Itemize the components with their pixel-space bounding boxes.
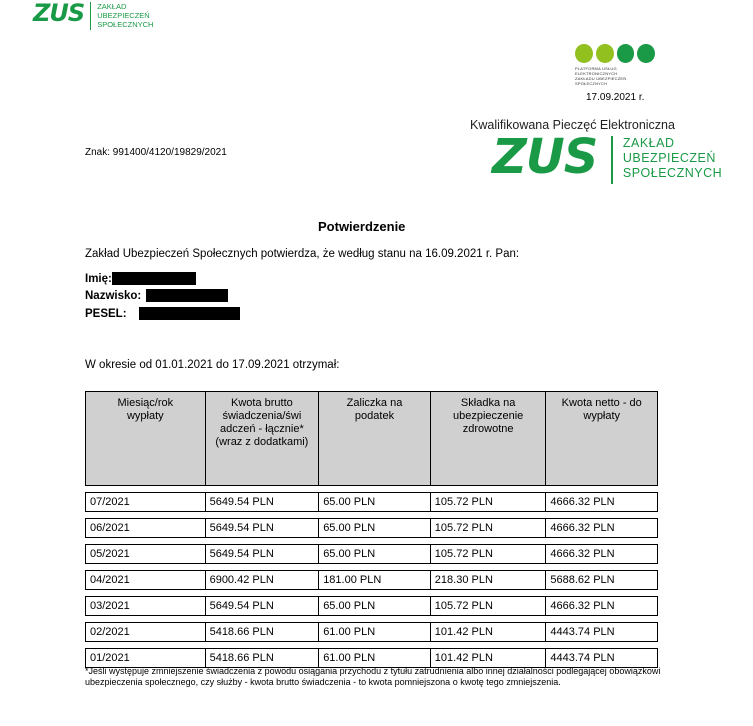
cell-tax: 65.00 PLN [319, 545, 431, 563]
table-row [85, 596, 658, 616]
cell-health: 101.42 PLN [431, 623, 547, 641]
header-gross: Kwota brutto świadczenia/świ adczeń - łącznie* (wraz z dodatkami) [206, 392, 320, 485]
table-row [85, 518, 658, 538]
pesel-label: PESEL: [85, 307, 127, 320]
cell-gross: 5649.54 PLN [206, 519, 320, 537]
cell-net: 5688.62 PLN [550, 574, 615, 586]
cell-month: 05/2021 [86, 545, 206, 563]
logo-line: ZAKŁAD [97, 2, 127, 11]
field-nazwisko [85, 289, 228, 302]
logo-line: SPOŁECZNYCH [97, 20, 154, 29]
redacted-imie [112, 272, 196, 285]
cell-tax: 65.00 PLN [319, 493, 431, 511]
cell-month: 04/2021 [86, 571, 206, 589]
zus-logo-words [97, 2, 153, 29]
logo-line: UBEZPIECZEŃ [97, 11, 150, 20]
field-imie [85, 272, 196, 285]
cell-tax: 65.00 PLN [319, 519, 431, 537]
imie-label: Imię: [85, 272, 112, 285]
zus-seal-mark: ZUS [492, 129, 598, 185]
document-date: 17.09.2021 r. [586, 92, 645, 103]
epue-dot-e [575, 44, 593, 63]
table-header [85, 391, 658, 486]
table-row [85, 544, 658, 564]
cell-month: 01/2021 [86, 649, 206, 667]
cell-health: 105.72 PLN [431, 519, 547, 537]
footnote: *Jeśli występuje zmniejszenie świadczenia z powodu osiągania przychodu z tytułu zatrudnienia albo innej działalności podlegającej obowiązkowi ubezpieczenia społecznego, czy służby - kwota brutto świadczenia - to kwota pomniejszona o kwotę tego zmniejszenia. [85, 666, 661, 687]
field-pesel [85, 307, 240, 320]
cell-month: 06/2021 [86, 519, 206, 537]
reference-number: Znak: 991400/4120/19829/2021 [85, 147, 227, 158]
seal-divider [611, 136, 613, 184]
zus-logo-small [33, 2, 153, 36]
logo-divider [90, 2, 91, 30]
epue-logo [575, 44, 655, 86]
table-row [85, 648, 658, 668]
cell-health: 105.72 PLN [431, 493, 547, 511]
epue-dot-e2 [637, 44, 655, 63]
cell-net: 4443.74 PLN [550, 652, 615, 664]
period-text: W okresie od 01.01.2021 do 17.09.2021 otrzymał: [85, 359, 340, 371]
cell-gross: 6900.42 PLN [206, 571, 320, 589]
epue-caption-line: ZAKŁADU UBEZPIECZEŃ SPOŁECZNYCH [575, 76, 627, 86]
header-health: Składka na ubezpieczenie zdrowotne [431, 392, 547, 485]
epue-dot-u [617, 44, 635, 63]
seal-line: UBEZPIECZEŃ [622, 151, 716, 165]
cell-gross: 5418.66 PLN [206, 649, 320, 667]
cell-net: 4443.74 PLN [550, 626, 615, 638]
cell-health: 105.72 PLN [431, 597, 547, 615]
epue-dot-p [596, 44, 614, 63]
table-row [85, 492, 658, 512]
cell-month: 07/2021 [86, 493, 206, 511]
header-net: Kwota netto - do wypłaty [561, 397, 642, 422]
seal-title: Kwalifikowana Pieczęć Elektroniczna [470, 118, 675, 132]
cell-gross: 5649.54 PLN [206, 545, 320, 563]
cell-month: 03/2021 [86, 597, 206, 615]
cell-health: 101.42 PLN [431, 649, 547, 667]
cell-net: 4666.32 PLN [550, 600, 615, 612]
redacted-pesel [139, 307, 240, 320]
header-tax: Zaliczka na podatek [319, 392, 431, 485]
cell-tax: 61.00 PLN [319, 623, 431, 641]
intro-text: Zakład Ubezpieczeń Społecznych potwierdza, że według stanu na 16.09.2021 r. Pan: [85, 248, 520, 260]
cell-tax: 181.00 PLN [319, 571, 431, 589]
payments-table [85, 391, 658, 668]
document-title: Potwierdzenie [318, 219, 406, 234]
cell-tax: 61.00 PLN [319, 649, 431, 667]
seal-line: ZAKŁAD [622, 136, 675, 150]
zus-logo-mark: ZUS [33, 0, 85, 27]
epue-mark-icon [575, 44, 655, 63]
table-row [85, 622, 658, 642]
cell-net: 4666.32 PLN [550, 522, 615, 534]
header-month: Miesiąc/rok wypłaty [86, 392, 206, 485]
cell-month: 02/2021 [86, 623, 206, 641]
cell-gross: 5649.54 PLN [206, 597, 320, 615]
cell-gross: 5418.66 PLN [206, 623, 320, 641]
seal-line: SPOŁECZNYCH [622, 166, 723, 180]
cell-health: 105.72 PLN [431, 545, 547, 563]
cell-health: 218.30 PLN [431, 571, 547, 589]
cell-net: 4666.32 PLN [550, 496, 615, 508]
cell-tax: 65.00 PLN [319, 597, 431, 615]
cell-net: 4666.32 PLN [550, 548, 615, 560]
zus-logo-seal [492, 129, 723, 185]
nazwisko-label: Nazwisko: [85, 289, 142, 302]
cell-gross: 5649.54 PLN [206, 493, 320, 511]
zus-seal-words [623, 136, 722, 181]
epue-caption-line: PLATFORMA USŁUG ELEKTRONICZNYCH [575, 66, 618, 76]
redacted-nazwisko [146, 289, 228, 302]
epue-caption [575, 66, 655, 86]
table-row [85, 570, 658, 590]
